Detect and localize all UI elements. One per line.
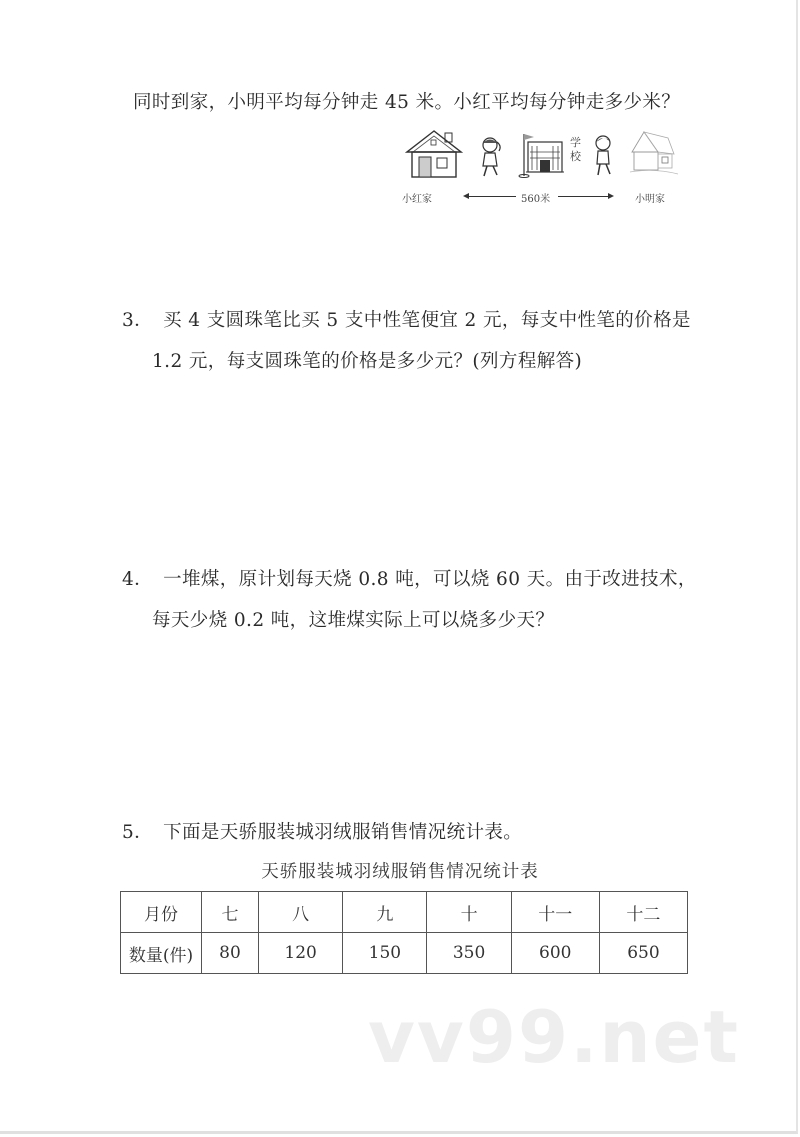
quantity-cell: 80 (202, 933, 259, 974)
quantity-cell: 150 (343, 933, 427, 974)
problem-4-number: 4． (122, 569, 154, 590)
table-title: 天骄服装城羽绒服销售情况统计表 (261, 862, 539, 882)
school-label: 学校 (570, 136, 581, 163)
problem-2-text: 同时到家，小明平均每分钟走 45 米。小红平均每分钟走多少米？ (133, 92, 681, 113)
boy-walking-icon (590, 134, 616, 178)
problem-5-text: 下面是天骄服装城羽绒服销售情况统计表。 (163, 822, 523, 843)
quantity-cell: 650 (599, 933, 687, 974)
xiaoming-home-label: 小明家 (635, 194, 665, 205)
distance-label: 560米 (521, 194, 551, 205)
row-header-quantity: 数量(件) (121, 933, 202, 974)
problem-3-line-2: 1.2 元，每支圆珠笔的价格是多少元？(列方程解答) (152, 351, 583, 372)
month-cell: 十 (427, 892, 511, 933)
problem-2-illustration (400, 128, 690, 208)
quantity-cell: 350 (427, 933, 511, 974)
quantity-cell: 120 (259, 933, 343, 974)
quantity-cell: 600 (511, 933, 599, 974)
row-header-month: 月份 (121, 892, 202, 933)
table-row-months (121, 892, 688, 933)
problem-5-line (122, 818, 522, 844)
distance-line-right (558, 196, 608, 197)
sales-table (120, 891, 688, 974)
month-cell: 八 (259, 892, 343, 933)
problem-4-text-1: 一堆煤，原计划每天烧 0.8 吨，可以烧 60 天。由于改进技术， (163, 569, 697, 590)
school-building-icon (518, 130, 566, 178)
house-sketch-icon (628, 128, 680, 178)
house-icon (405, 128, 463, 178)
month-cell: 九 (343, 892, 427, 933)
distance-line-left (468, 196, 516, 197)
problem-3-line-1 (122, 306, 691, 332)
xiaohong-home-label: 小红家 (402, 194, 432, 205)
girl-walking-icon (478, 136, 504, 178)
month-cell: 十二 (599, 892, 687, 933)
watermark: vv99.net (368, 995, 740, 1079)
problem-5-number: 5． (122, 822, 154, 843)
month-cell: 十一 (511, 892, 599, 933)
problem-4-line-2: 每天少烧 0.2 吨，这堆煤实际上可以烧多少天？ (152, 610, 555, 631)
problem-4-line-1 (122, 565, 697, 591)
table-row-quantities (121, 933, 688, 974)
problem-3-number: 3． (122, 310, 154, 331)
arrow-right-icon (608, 193, 614, 199)
month-cell: 七 (202, 892, 259, 933)
problem-3-text-1: 买 4 支圆珠笔比买 5 支中性笔便宜 2 元，每支中性笔的价格是 (163, 310, 691, 331)
